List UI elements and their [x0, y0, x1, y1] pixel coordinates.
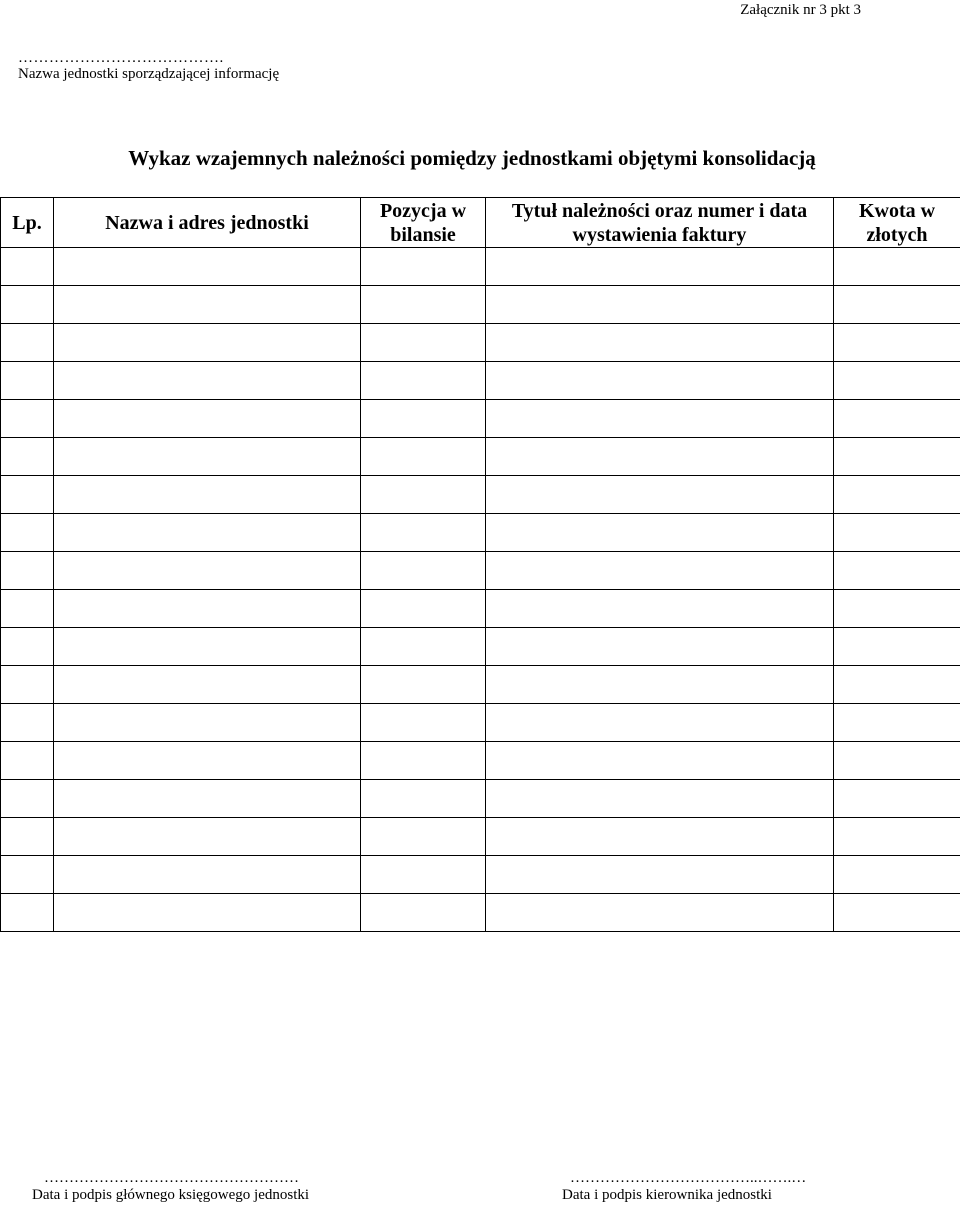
table-cell [361, 818, 486, 856]
table-cell [834, 742, 960, 780]
table-cell [486, 514, 834, 552]
column-header-amount: Kwota w złotych [834, 198, 960, 248]
table-cell [1, 286, 54, 324]
table-header-row [1, 198, 960, 248]
table-cell [1, 780, 54, 818]
table-cell [834, 666, 960, 704]
table-cell [834, 362, 960, 400]
table-cell [1, 742, 54, 780]
table-cell [486, 742, 834, 780]
table-cell [834, 628, 960, 666]
table-cell [54, 400, 361, 438]
table-cell [361, 780, 486, 818]
table-cell [486, 894, 834, 932]
table-cell [486, 590, 834, 628]
table-cell [1, 324, 54, 362]
table-cell [54, 590, 361, 628]
table-cell [361, 590, 486, 628]
table-cell [54, 438, 361, 476]
table-cell [361, 628, 486, 666]
table-cell [54, 362, 361, 400]
table-cell [486, 818, 834, 856]
table-cell [486, 476, 834, 514]
table-row [1, 552, 960, 590]
unit-head-signature-caption: Data i podpis kierownika jednostki [562, 1187, 772, 1203]
table-cell [834, 590, 960, 628]
table-cell [54, 324, 361, 362]
table-cell [834, 514, 960, 552]
table-cell [54, 856, 361, 894]
table-cell [54, 286, 361, 324]
table-cell [834, 248, 960, 286]
chief-accountant-signature-caption: Data i podpis głównego księgowego jednostki [32, 1187, 310, 1203]
unit-head-signature-line: ………………………………..…….… [570, 1170, 807, 1186]
table-row [1, 742, 960, 780]
table-cell [1, 552, 54, 590]
table-cell [1, 894, 54, 932]
table-row [1, 628, 960, 666]
table-cell [1, 362, 54, 400]
table-cell [834, 438, 960, 476]
table-cell [54, 780, 361, 818]
table-cell [486, 628, 834, 666]
table-row [1, 476, 960, 514]
table-cell [1, 818, 54, 856]
column-header-name-address: Nazwa i adres jednostki [54, 198, 361, 248]
table-cell [54, 894, 361, 932]
table-cell [486, 438, 834, 476]
table-cell [1, 628, 54, 666]
table-cell [54, 666, 361, 704]
table-cell [834, 704, 960, 742]
table-row [1, 248, 960, 286]
table-cell [361, 400, 486, 438]
unit-name-placeholder: …………………………………. [18, 50, 224, 66]
table-cell [834, 818, 960, 856]
table-cell [486, 286, 834, 324]
table-cell [54, 742, 361, 780]
table-body [1, 248, 960, 932]
table-cell [486, 324, 834, 362]
table-cell [486, 780, 834, 818]
table-cell [834, 894, 960, 932]
table-cell [361, 894, 486, 932]
table-cell [361, 438, 486, 476]
table-cell [361, 552, 486, 590]
table-cell [486, 856, 834, 894]
column-header-lp: Lp. [1, 198, 54, 248]
table-row [1, 362, 960, 400]
table-cell [486, 704, 834, 742]
table-cell [361, 324, 486, 362]
table-cell [834, 324, 960, 362]
table-cell [361, 476, 486, 514]
table-cell [1, 248, 54, 286]
table-cell [54, 248, 361, 286]
table-cell [54, 476, 361, 514]
table-cell [486, 552, 834, 590]
table-cell [1, 438, 54, 476]
unit-name-caption: Nazwa jednostki sporządzającej informację [18, 66, 280, 82]
table-cell [834, 780, 960, 818]
table-cell [1, 590, 54, 628]
table-cell [1, 514, 54, 552]
chief-accountant-signature-line: …………………………………………… [44, 1170, 299, 1186]
table-cell [1, 400, 54, 438]
receivables-table [0, 197, 960, 932]
table-row [1, 666, 960, 704]
table-cell [361, 666, 486, 704]
table-cell [361, 704, 486, 742]
table-cell [54, 552, 361, 590]
table-row [1, 400, 960, 438]
table-cell [486, 362, 834, 400]
attachment-label: Załącznik nr 3 pkt 3 [740, 2, 861, 18]
table-cell [361, 514, 486, 552]
table-cell [1, 666, 54, 704]
table-row [1, 818, 960, 856]
table-cell [1, 704, 54, 742]
table-cell [361, 286, 486, 324]
table-cell [361, 248, 486, 286]
table-row [1, 780, 960, 818]
table-cell [486, 666, 834, 704]
table-cell [54, 704, 361, 742]
table-row [1, 438, 960, 476]
table-cell [54, 818, 361, 856]
table-cell [834, 476, 960, 514]
table-row [1, 856, 960, 894]
table-row [1, 286, 960, 324]
table-row [1, 590, 960, 628]
table-cell [54, 628, 361, 666]
table-row [1, 704, 960, 742]
table-cell [834, 286, 960, 324]
column-header-receivable-title: Tytuł należności oraz numer i data wystawienia faktury [486, 198, 834, 248]
table-cell [361, 362, 486, 400]
document-title: Wykaz wzajemnych należności pomiędzy jednostkami objętymi konsolidacją [128, 146, 816, 170]
table-cell [1, 856, 54, 894]
table-cell [486, 248, 834, 286]
table-row [1, 514, 960, 552]
table-cell [834, 856, 960, 894]
table-row [1, 324, 960, 362]
table-cell [834, 400, 960, 438]
table-cell [54, 514, 361, 552]
table-row [1, 894, 960, 932]
table-cell [361, 856, 486, 894]
table-cell [834, 552, 960, 590]
column-header-balance-position: Pozycja w bilansie [361, 198, 486, 248]
table-cell [361, 742, 486, 780]
table-cell [1, 476, 54, 514]
table-cell [486, 400, 834, 438]
